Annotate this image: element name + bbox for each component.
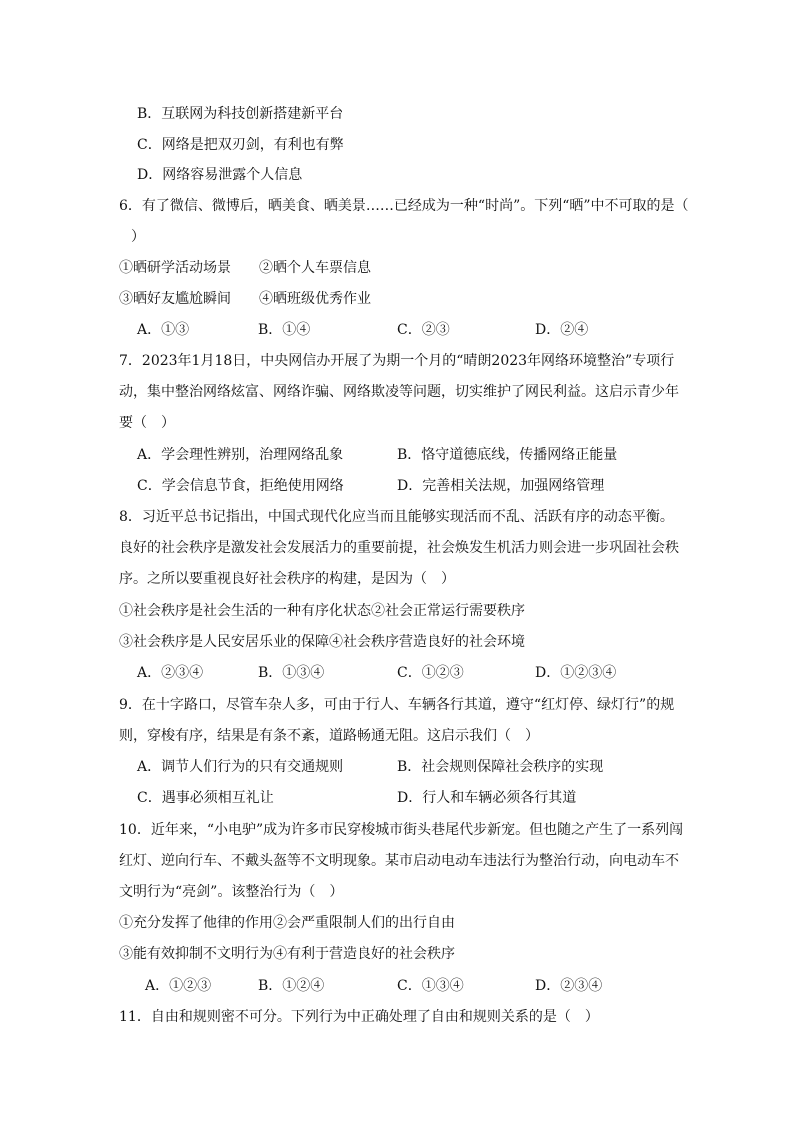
q10-stem-line3: 文明行为“亮剑”。该整治行为（ ） bbox=[119, 884, 344, 900]
q5-option-b: B．互联网为科技创新搭建新平台 bbox=[137, 106, 344, 122]
q10-stem-line2: 红灯、逆向行车、不戴头盔等不文明现象。某市启动电动车违法行为整治行动，向电动车不 bbox=[119, 853, 679, 869]
q6-option-b: B．①④ bbox=[258, 322, 311, 338]
q6-option-a: A．①③ bbox=[137, 322, 190, 338]
q9-option-d: D．行人和车辆必须各行其道 bbox=[397, 790, 577, 806]
q10-items-line2: ③能有效抑制不文明行为④有利于营造良好的社会秩序 bbox=[119, 946, 455, 962]
q7-stem-line2: 动，集中整治网络炫富、网络诈骗、网络欺凌等问题，切实维护了网民利益。这启示青少年 bbox=[119, 384, 679, 400]
q8-stem-line3: 序。之所以要重视良好社会秩序的构建，是因为（ ） bbox=[119, 571, 455, 587]
q5-option-d: D．网络容易泄露个人信息 bbox=[137, 167, 303, 183]
q11-stem-line1: 11．自由和规则密不可分。下列行为中正确处理了自由和规则关系的是（ ） bbox=[119, 1009, 599, 1025]
q9-option-a: A．调节人们行为的只有交通规则 bbox=[137, 759, 344, 775]
q7-stem-line1: 7．2023年1月18日，中央网信办开展了为期一个月的“晴朗2023年网络环境整治”专项行 bbox=[119, 353, 675, 369]
q10-option-a: A．①②③ bbox=[145, 978, 212, 994]
q6-items-line1: ①晒研学活动场景 ②晒个人车票信息 bbox=[119, 260, 371, 276]
q10-option-c: C．①③④ bbox=[397, 978, 464, 994]
q5-option-c: C．网络是把双刃剑，有利也有弊 bbox=[137, 137, 344, 153]
q7-option-a: A．学会理性辨别，治理网络乱象 bbox=[137, 447, 344, 463]
q6-stem-line2: ） bbox=[131, 229, 145, 245]
q9-option-c: C．遇事必须相互礼让 bbox=[137, 790, 274, 806]
q10-stem-line1: 10．近年来，“小电驴”成为许多市民穿梭城市街头巷尾代步新宠。但也随之产生了一系列闯 bbox=[119, 822, 684, 838]
q8-stem-line2: 良好的社会秩序是激发社会发展活力的重要前提，社会焕发生机活力则会进一步巩固社会秩 bbox=[119, 540, 679, 556]
q6-items-line2: ③晒好友尴尬瞬间 ④晒班级优秀作业 bbox=[119, 291, 371, 307]
q10-option-d: D．②③④ bbox=[535, 978, 603, 994]
q8-option-d: D．①②③④ bbox=[535, 665, 617, 681]
q8-stem-line1: 8．习近平总书记指出，中国式现代化应当而且能够实现活而不乱、活跃有序的动态平衡。 bbox=[119, 509, 674, 525]
q6-option-d: D．②④ bbox=[535, 322, 589, 338]
q10-option-b: B．①②④ bbox=[258, 978, 325, 994]
q6-option-c: C．②③ bbox=[397, 322, 450, 338]
q9-stem-line1: 9．在十字路口，尽管车杂人多，可由于行人、车辆各行其道，遵守“红灯停、绿灯行”的规 bbox=[119, 697, 675, 713]
q8-option-c: C．①②③ bbox=[397, 665, 464, 681]
q8-items-line1: ①社会秩序是社会生活的一种有序化状态②社会正常运行需要秩序 bbox=[119, 603, 525, 619]
q8-items-line2: ③社会秩序是人民安居乐业的保障④社会秩序营造良好的社会环境 bbox=[119, 634, 525, 650]
q7-stem-line3: 要（ ） bbox=[119, 415, 175, 431]
q6-stem-line1: 6．有了微信、微博后，晒美食、晒美景……已经成为一种“时尚”。下列“晒”中不可取的是（ bbox=[119, 198, 689, 214]
q9-stem-line2: 则，穿梭有序，结果是有条不紊，道路畅通无阻。这启示我们（ ） bbox=[119, 728, 539, 744]
q10-items-line1: ①充分发挥了他律的作用②会严重限制人们的出行自由 bbox=[119, 915, 455, 931]
q8-option-b: B．①③④ bbox=[258, 665, 325, 681]
q9-option-b: B．社会规则保障社会秩序的实现 bbox=[397, 759, 604, 775]
q8-option-a: A．②③④ bbox=[137, 665, 204, 681]
q7-option-c: C．学会信息节食，拒绝使用网络 bbox=[137, 478, 344, 494]
q7-option-d: D．完善相关法规，加强网络管理 bbox=[397, 478, 605, 494]
q7-option-b: B．恪守道德底线，传播网络正能量 bbox=[397, 447, 618, 463]
